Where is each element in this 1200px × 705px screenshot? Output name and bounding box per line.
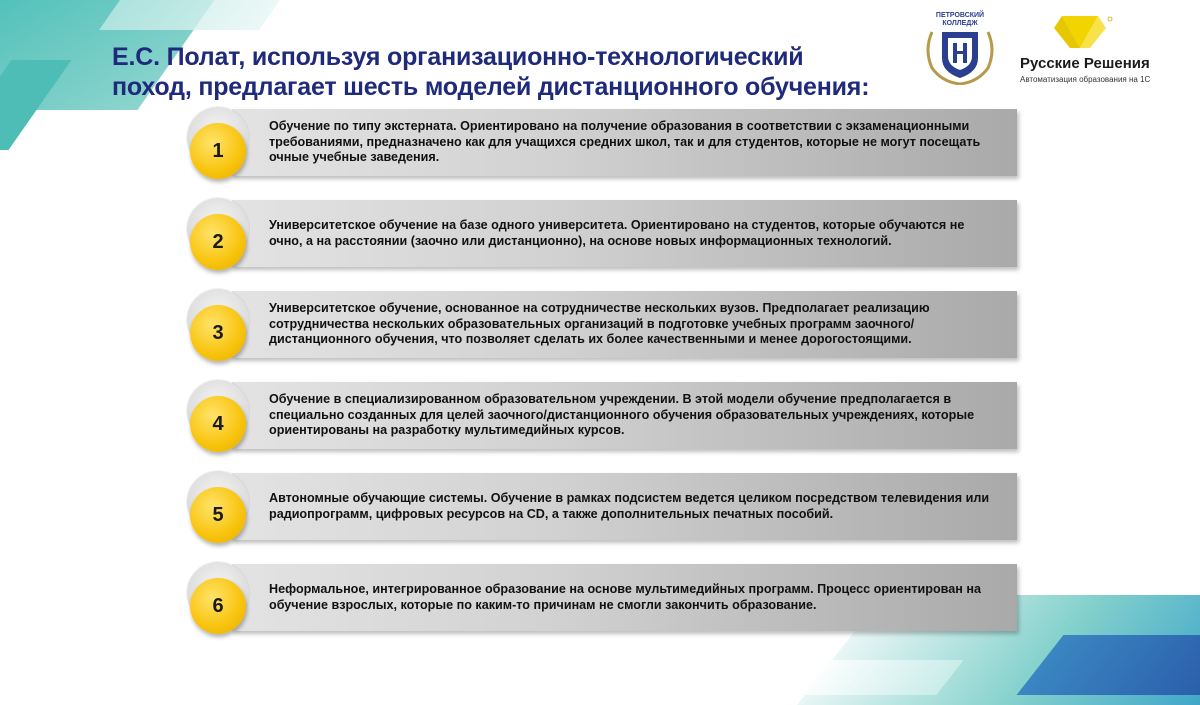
model-item-1	[187, 109, 1017, 176]
model-item-5	[187, 473, 1017, 540]
model-item-4	[187, 382, 1017, 449]
number-badge: 6	[190, 578, 246, 634]
item-text	[269, 109, 999, 176]
number-badge: 2	[190, 214, 246, 270]
item-text-content: Университетское обучение на базе одного университета. Ориентировано на студентов, которые обучаются не очно, а на расстоянии (заочно или дистанционно), на основе новых информационных технологий.	[269, 218, 965, 248]
college-logo-text: ПЕТРОВСКИЙ КОЛЛЕДЖ	[935, 12, 985, 27]
item-text-content: Обучение по типу экстерната. Ориентировано на получение образования в соответствии с экзаменационными требованиями, предназначено как для учащихся средних школ, так и для студентов, которые не могут посещать очные учебные заведения.	[269, 119, 981, 165]
number-badge: 1	[190, 123, 246, 179]
item-text-content: Обучение в специализированном образовательном учреждении. В этой модели обучение предполагается в специально созданных для целей заочного/дистанционного обучения образовательных учреждениях, которые ориентированы на разработку мультимедийных курсов.	[269, 392, 975, 438]
decor-shape-top-left-light	[99, 0, 301, 30]
item-text	[269, 473, 999, 540]
model-item-2	[187, 200, 1017, 267]
number-badge: 5	[190, 487, 246, 543]
model-item-6	[187, 564, 1017, 631]
item-text-content: Автономные обучающие системы. Обучение в рамках подсистем ведется целиком посредством телевидения или радиопрограмм, цифровых ресурсов на CD, а также дополнительных печатных пособий.	[269, 491, 990, 521]
brand-subtitle: Автоматизация образования на 1С	[1020, 75, 1151, 84]
slide-title: Е.С. Полат, используя организационно-технологический поход, предлагает шесть моделей дистанционного обучения:	[112, 43, 870, 101]
number-badge: 3	[190, 305, 246, 361]
item-text	[269, 564, 999, 631]
item-text	[269, 200, 999, 267]
decor-shape-bottom-right-light	[796, 660, 963, 695]
item-text-content: Университетское обучение, основанное на сотрудничестве нескольких вузов. Предполагает реализацию сотрудничества нескольких образовательных организаций в подготовке учебных программ заочного/дистанционного обучения, что позволяет сделать их более качественными и менее дорогостоящими.	[269, 301, 930, 347]
item-text-content: Неформальное, интегрированное образование на основе мультимедийных программ. Процесс ориентирован на обучение взрослых, которые по каким-то причинам не смогли закончить образование.	[269, 582, 981, 612]
model-item-3	[187, 291, 1017, 358]
number-badge: 4	[190, 396, 246, 452]
item-text	[269, 291, 999, 358]
item-text	[269, 382, 999, 449]
russkie-resheniya-logo	[1040, 14, 1120, 59]
brand-name: Русские Решения	[1020, 55, 1150, 72]
